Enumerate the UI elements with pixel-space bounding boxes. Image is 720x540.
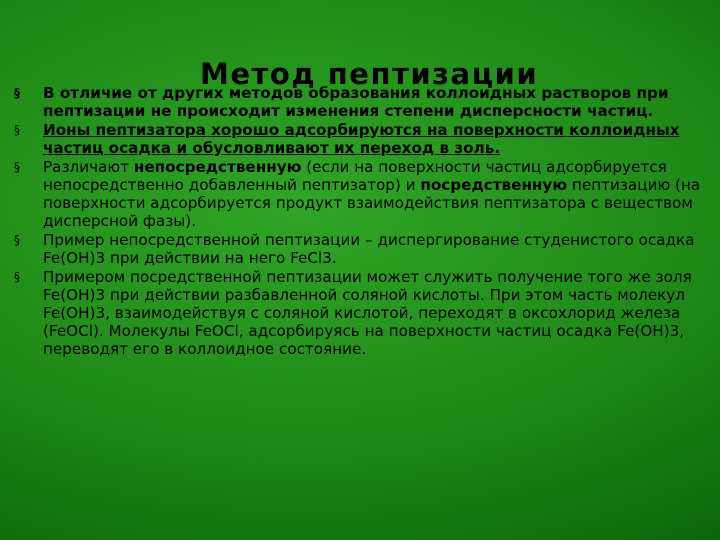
bullet-emphasis-direct: непосредственную [133, 158, 302, 176]
bullet-text-3a: Различают [43, 158, 134, 176]
bullet-text-4: Пример непосредственной пептизации – диспергирование студенистого осадка Fe(OH)3 при действии на него FeCl3. [43, 231, 695, 267]
bullet-item-3 [14, 158, 714, 230]
bullet-text-1: В отличие от других методов образования коллоидных растворов при пептизации не происходит изменения степени дисперсности частиц. [43, 84, 669, 120]
bullet-text-3b: (если на поверхности частиц адсорбируется непосредственно добавленный пептизатор) и [43, 158, 667, 194]
bullet-text-5: Примером посредственной пептизации может служить получение того же золя Fe(OH)3 при действии разбавленной соляной кислоты. При этом часть молекул Fe(OH)3, взаимодействуя с соляной кислотой, переходят в оксохлорид железа (FeOCl). Молекулы FeOCl, адсорбируясь на поверхности частиц осадка Fe(OH)3, переводят его в коллоидное состояние. [43, 268, 692, 358]
bullet-list [14, 84, 714, 358]
bullet-item-2 [14, 121, 714, 157]
bullet-emphasis-indirect: посредственную [420, 176, 568, 194]
bullet-marker-icon: § [14, 123, 20, 137]
bullet-marker-icon: § [14, 160, 20, 174]
bullet-item-5 [14, 268, 714, 358]
bullet-text-2: Ионы пептизатора хорошо адсорбируются на поверхности коллоидных частиц осадка и обусловливают их переход в золь. [43, 121, 680, 157]
bullet-text-3c: пептизацию (на поверхности адсорбируется продукт взаимодействия пептизатора с веществом дисперсной фазы). [43, 176, 701, 230]
slide-title: Метод пептизации [200, 57, 539, 91]
bullet-item-1 [14, 84, 714, 120]
bullet-marker-icon: § [14, 270, 20, 284]
bullet-item-4 [14, 231, 714, 267]
bullet-marker-icon: § [14, 86, 20, 100]
bullet-marker-icon: § [14, 233, 20, 247]
